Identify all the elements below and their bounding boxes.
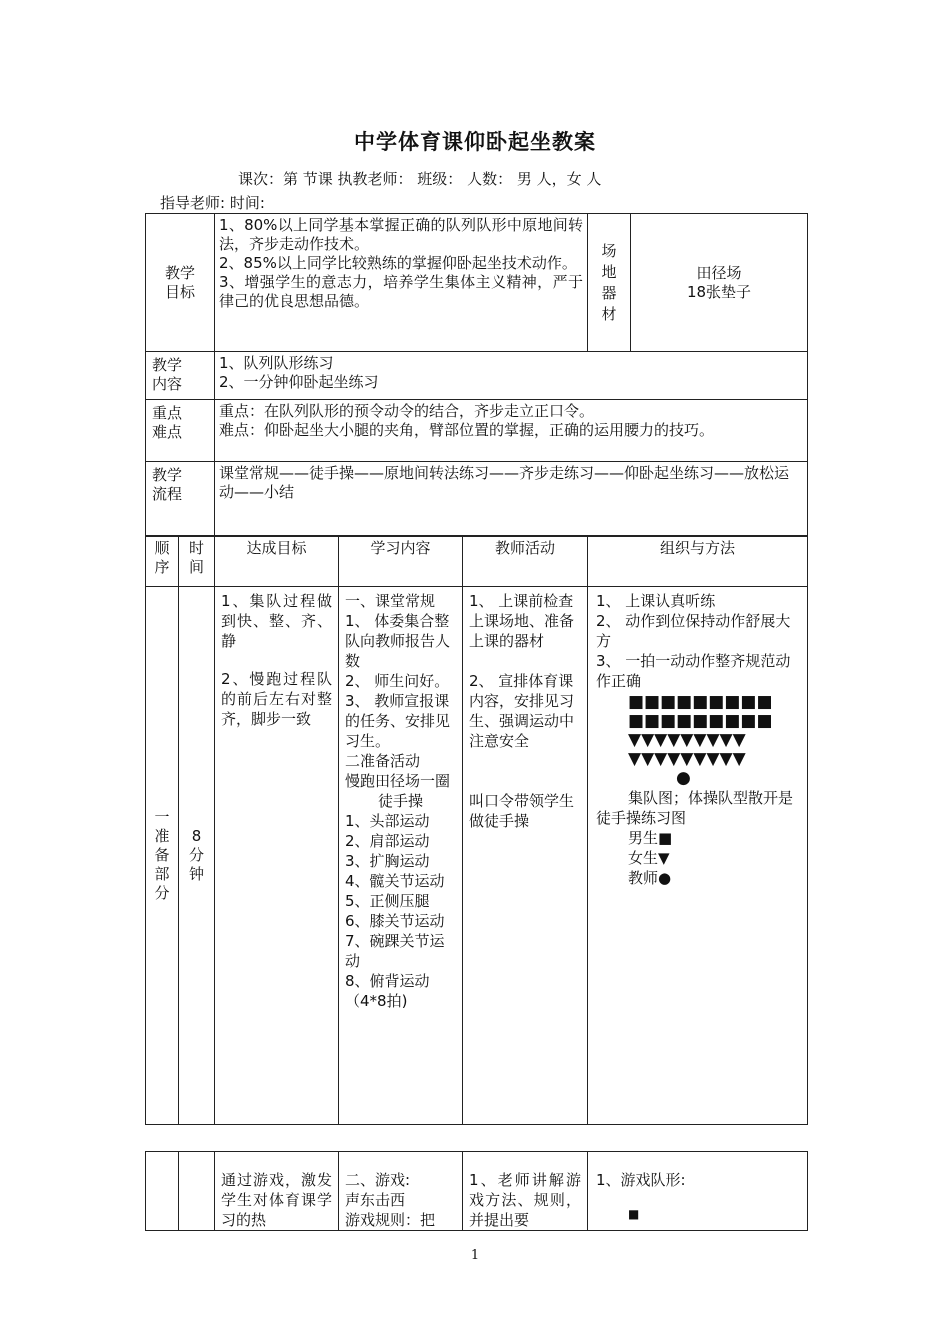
part2-row	[146, 1152, 808, 1231]
flow-label-text: 教学流程	[152, 466, 183, 503]
content-line: 游戏规则：把	[345, 1211, 436, 1229]
girls-row: ▼▼▼▼▼▼▼▼▼	[628, 749, 746, 769]
part2-seq	[146, 1152, 179, 1231]
content-line: 声东击西	[345, 1191, 406, 1209]
goal-item: 3、增强学生的意志力，培养学生集体主义精神，严于律己的优良思想品德。	[219, 273, 583, 310]
part2-time	[179, 1152, 215, 1231]
keypoint-item: 重点：在队列队形的预令动令的结合，齐步走立正口令。	[219, 402, 595, 420]
content-line: 2、肩部运动	[345, 832, 430, 850]
part2-teacher-text: 1、老师讲解游戏方法、规则，并提出要	[469, 1171, 581, 1229]
goal-text: 2、慢跑过程队的前后左右对整齐，脚步一致	[221, 670, 332, 728]
content-line: 6、膝关节运动	[345, 912, 445, 930]
part1-time-text: 8分钟	[188, 827, 204, 883]
part1-content	[339, 587, 463, 1125]
lesson-plan-table-continued	[145, 1151, 808, 1231]
content-label-text: 教学内容	[152, 356, 183, 393]
flow-label	[146, 462, 215, 536]
part1-seq	[146, 587, 179, 1125]
content-row	[146, 352, 808, 400]
content-line: 3、 教师宣报课的任务、安排见习生。	[345, 692, 451, 750]
content-cell	[215, 352, 808, 400]
content-line: 7、碗踝关节运动	[345, 932, 445, 970]
part1-row	[146, 587, 808, 1125]
header-method: 组织与方法	[588, 537, 808, 587]
venue-line: 田径场	[696, 263, 742, 282]
content-line: 8、俯背运动（4*8拍)	[345, 972, 430, 1010]
part1-teacher	[463, 587, 588, 1125]
advisor-time-line: 指导老师: 时间:	[160, 194, 265, 212]
keypoints-label	[146, 400, 215, 462]
goals-label-text: 教学目标	[164, 263, 195, 301]
content-line: 徒手操	[377, 792, 423, 810]
class-info-line: 课次：第 节课 执教老师： 班级： 人数： 男 人，女 人	[238, 170, 602, 188]
content-line: 二准备活动	[345, 752, 421, 770]
header-seq-text: 顺序	[154, 539, 170, 576]
content-line: 5、正侧压腿	[345, 892, 430, 910]
venue-label	[588, 214, 631, 352]
content-line: 4、髋关节运动	[345, 872, 445, 890]
part2-method-text: 1、游戏队形:	[596, 1171, 686, 1189]
content-label	[146, 352, 215, 400]
content-line: 慢跑田径场一圈	[345, 772, 451, 790]
boys-row: ■■■■■■■■■	[628, 711, 773, 731]
method-line: 2、 动作到位保持动作舒展大方	[596, 612, 791, 650]
header-goals: 达成目标	[215, 537, 339, 587]
content-item: 1、队列队形练习	[219, 354, 334, 372]
part1-goals	[215, 587, 339, 1125]
teacher-line: 1、 上课前检查上课场地、准备上课的器材	[469, 592, 575, 650]
part2-method	[588, 1152, 808, 1231]
teacher-marker: ●	[676, 768, 691, 788]
page-title: 中学体育课仰卧起坐教案	[354, 130, 596, 154]
formation-mark: ■	[628, 1207, 640, 1221]
goals-row	[146, 214, 808, 352]
boys-row: ■■■■■■■■■	[628, 692, 773, 712]
header-row	[146, 537, 808, 587]
lesson-plan-table	[145, 536, 808, 1125]
method-line: 3、 一拍一动动作整齐规范动作正确	[596, 652, 791, 690]
header-content: 学习内容	[339, 537, 463, 587]
venue-line: 18张垫子	[686, 282, 752, 301]
goal-text: 1、集队过程做到快、整、齐、静	[221, 592, 332, 650]
content-line: 3、扩胸运动	[345, 852, 430, 870]
goal-item: 2、85%以上同学比较熟练的掌握仰卧起坐技术动作。	[219, 254, 577, 272]
formation-legend	[596, 828, 799, 888]
teacher-line: 2、 宣排体育课内容，安排见习生、强调运动中注意安全	[469, 672, 575, 750]
legend-teacher: 教师●	[628, 869, 672, 887]
venue-cell	[631, 214, 808, 352]
part1-time	[179, 587, 215, 1125]
header-teacher: 教师活动	[463, 537, 588, 587]
content-line: 2、 师生问好。	[345, 672, 450, 690]
header-seq	[146, 537, 179, 587]
part2-goals-text: 通过游戏，激发学生对体育课学习的热	[221, 1171, 332, 1229]
part1-method	[588, 587, 808, 1125]
lesson-info-table	[145, 213, 808, 536]
header-time	[179, 537, 215, 587]
legend-boys: 男生■	[628, 829, 673, 847]
content-item: 2、一分钟仰卧起坐练习	[219, 373, 379, 391]
content-line: 1、头部运动	[345, 812, 430, 830]
keypoints-cell	[215, 400, 808, 462]
method-line: 1、 上课认真听练	[596, 592, 716, 610]
keypoints-label-text: 重点难点	[152, 404, 183, 441]
flow-cell	[215, 462, 808, 536]
formation-caption: 集队图；体操队型散开是徒手操练习图	[596, 789, 794, 827]
page-number: 1	[470, 1248, 480, 1263]
part2-goals	[215, 1152, 339, 1231]
venue-label-text: 场地器材	[601, 241, 617, 323]
girls-row: ▼▼▼▼▼▼▼▼▼	[628, 730, 746, 750]
content-line: 1、 体委集合整队向教师报告人数	[345, 612, 451, 670]
goals-cell	[215, 214, 588, 352]
flow-text: 课堂常规——徒手操——原地间转法练习——齐步走练习——仰卧起坐练习——放松运动——小结	[219, 464, 790, 501]
teacher-line: 叫口令带领学生做徒手操	[469, 792, 575, 830]
content-line: 一、课堂常规	[345, 592, 436, 610]
keypoint-item: 难点：仰卧起坐大小腿的夹角，臂部位置的掌握，正确的运用腰力的技巧。	[219, 421, 715, 439]
part1-seq-text: 一准备部分	[154, 808, 170, 902]
goal-item: 1、80%以上同学基本掌握正确的队列队形中原地间转法，齐步走动作技术。	[219, 216, 583, 253]
part2-content	[339, 1152, 463, 1231]
part2-teacher	[463, 1152, 588, 1231]
formation-diagram	[596, 693, 799, 788]
goals-label	[146, 214, 215, 352]
header-time-text: 时间	[188, 539, 204, 576]
keypoints-row	[146, 400, 808, 462]
flow-row	[146, 462, 808, 536]
legend-girls: 女生▼	[628, 849, 670, 867]
content-line: 二、游戏:	[345, 1171, 411, 1189]
